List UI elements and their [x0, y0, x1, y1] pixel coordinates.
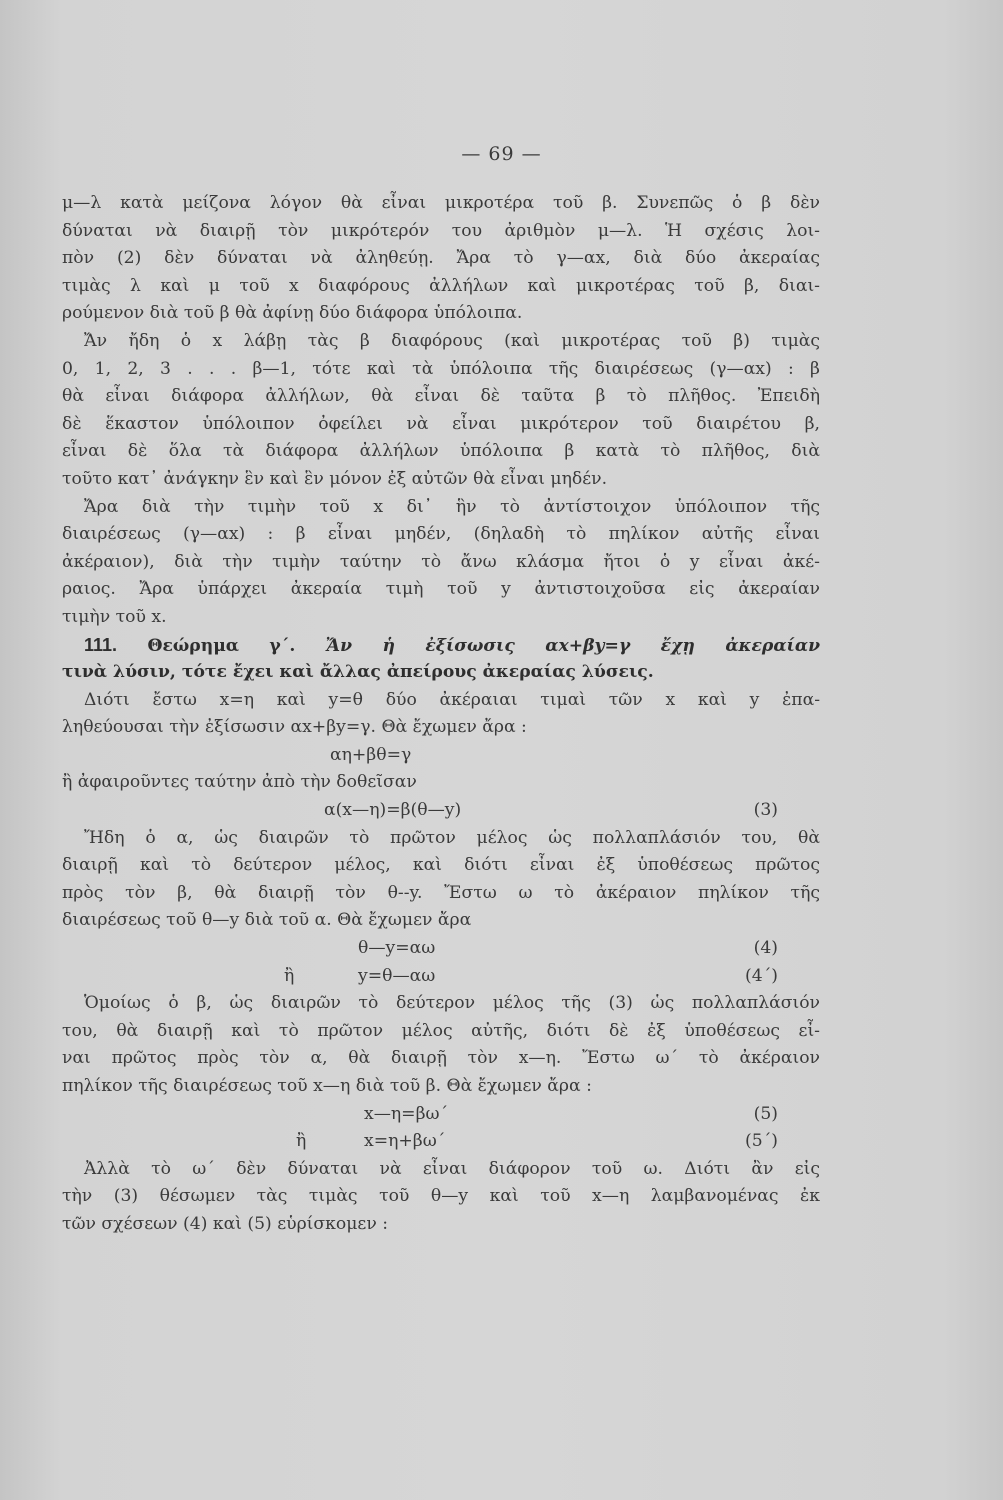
theorem-heading	[62, 632, 820, 660]
equation-number: (5΄)	[745, 1131, 778, 1152]
text-line: δύναται νὰ διαιρῇ τὸν μικρότερόν του ἀριθμὸν μ—λ. Ἡ σχέσις λοι-	[62, 220, 820, 241]
text-line: του, θὰ διαιρῇ καὶ τὸ πρῶτον μέλος αὐτῆς, διότι δὲ ἐξ ὑποθέσεως εἶ-	[62, 1020, 820, 1041]
theorem-statement: Ἄν ἡ ἐξίσωσις αx+βy=γ ἔχῃ ἀκεραίαν	[325, 635, 821, 656]
text-line: δὲ ἕκαστον ὑπόλοιπον ὀφείλει νὰ εἶναι μικρότερον τοῦ διαιρέτου β,	[62, 413, 820, 434]
text-line: τοῦτο κατ᾽ ἀνάγκην ἓν καὶ ἓν μόνον ἐξ αὐτῶν θὰ εἶναι μηδέν.	[62, 468, 608, 489]
text-line: πρὸς τὸν β, θὰ διαιρῇ τὸν θ--y. Ἔστω ω τὸ ἀκέραιον πηλίκον τῆς	[62, 882, 820, 903]
text-line: Ἤδη ὁ α, ὡς διαιρῶν τὸ πρῶτον μέλος ὡς πολλαπλάσιόν του, θὰ	[84, 827, 820, 848]
text-line: Ἄν ἤδη ὁ x λάβῃ τὰς β διαφόρους (καὶ μικροτέρας τοῦ β) τιμὰς	[84, 330, 820, 351]
text-line: Διότι ἔστω x=η καὶ y=θ δύο ἀκέραιαι τιμαὶ τῶν x καὶ y ἐπα-	[84, 689, 820, 710]
equation-lead: ἢ	[284, 965, 295, 986]
text-line: διαιρέσεως (γ—αx) : β εἶναι μηδέν, (δηλαδὴ τὸ πηλίκον αὐτῆς εἶναι	[62, 524, 820, 545]
page-text	[62, 190, 820, 1239]
equation-5-prime	[62, 1128, 820, 1156]
text-line: πηλίκον τῆς διαιρέσεως τοῦ x—η διὰ τοῦ β. Θὰ ἔχωμεν ἄρα :	[62, 1076, 592, 1096]
equation-body: α(x—η)=β(θ—y)	[324, 800, 462, 821]
text-line: Ἀλλὰ τὸ ω΄ δὲν δύναται νὰ εἶναι διάφορον τοῦ ω. Διότι ἂν εἰς	[84, 1158, 820, 1179]
equation-number: (4΄)	[745, 965, 778, 986]
text-line: τῶν σχέσεων (4) καὶ (5) εὑρίσκομεν :	[62, 1213, 389, 1234]
text-line: ληθεύουσαι τὴν ἐξίσωσιν αx+βy=γ. Θὰ ἔχωμεν ἄρα :	[62, 717, 527, 738]
page-number: — 69 —	[461, 143, 542, 165]
equation-5	[62, 1101, 820, 1129]
equation-4	[62, 935, 820, 963]
theorem-number: 111.	[84, 634, 118, 655]
text-line: διαιρέσεως τοῦ θ—y διὰ τοῦ α. Θὰ ἔχωμεν ἄρα	[62, 910, 472, 931]
equation-body: θ—y=αω	[358, 938, 436, 959]
equation	[62, 742, 820, 770]
theorem-title: Θεώρημα γ΄.	[147, 635, 296, 656]
text-line: μ—λ κατὰ μείζονα λόγον θὰ εἶναι μικροτέρα τοῦ β. Συνεπῶς ὁ β δὲν	[62, 193, 820, 213]
text-line: Ὁμοίως ὁ β, ὡς διαιρῶν τὸ δεύτερον μέλος τῆς (3) ὡς πολλαπλάσιόν	[84, 993, 820, 1014]
equation-body: αη+βθ=γ	[330, 744, 412, 765]
equation-number: (4)	[753, 938, 778, 959]
text-line: ραιος. Ἄρα ὑπάρχει ἀκεραία τιμὴ τοῦ y ἀντιστοιχοῦσα εἰς ἀκεραίαν	[62, 579, 820, 600]
text-line: Ἄρα διὰ τὴν τιμὴν τοῦ x δι᾽ ἣν τὸ ἀντίστοιχον ὑπόλοιπον τῆς	[84, 496, 820, 517]
text-line: πὸν (2) δὲν δύναται νὰ ἀληθεύῃ. Ἄρα τὸ γ—αx, διὰ δύο ἀκεραίας	[62, 248, 820, 269]
text-line: ἢ ἀφαιροῦντες ταύτην ἀπὸ τὴν δοθεῖσαν	[62, 772, 417, 793]
theorem-statement-cont: τινὰ λύσιν, τότε ἔχει καὶ ἄλλας ἀπείρους ἀκεραίας λύσεις.	[62, 662, 654, 683]
text-line: ἀκέραιον), διὰ τὴν τιμὴν ταύτην τὸ ἄνω κλάσμα ἤτοι ὁ y εἶναι ἀκέ-	[62, 551, 820, 572]
text-line: τιμὰς λ καὶ μ τοῦ x διαφόρους ἀλλήλων καὶ μικροτέρας τοῦ β, διαι-	[62, 275, 820, 296]
equation-body: x—η=βω΄	[364, 1103, 449, 1124]
equation-number: (5)	[753, 1103, 778, 1124]
text-line: τὴν (3) θέσωμεν τὰς τιμὰς τοῦ θ—y καὶ τοῦ x—η λαμβανομένας ἐκ	[62, 1186, 820, 1207]
equation-number: (3)	[753, 800, 778, 821]
equation-lead: ἢ	[296, 1131, 307, 1152]
text-line: ρούμενον διὰ τοῦ β θὰ ἀφίνῃ δύο διάφορα ὑπόλοιπα.	[62, 303, 523, 324]
equation-3	[62, 797, 820, 825]
text-line: θὰ εἶναι διάφορα ἀλλήλων, θὰ εἶναι δὲ ταῦτα β τὸ πλῆθος. Ἐπειδὴ	[62, 386, 820, 407]
equation-body: y=θ—αω	[358, 965, 436, 986]
equation-body: x=η+βω΄	[364, 1131, 446, 1152]
text-line: 0, 1, 2, 3 . . . β—1, τότε καὶ τὰ ὑπόλοιπα τῆς διαιρέσεως (γ—αx) : β	[62, 358, 820, 379]
text-line: τιμὴν τοῦ x.	[62, 606, 167, 627]
text-line: διαιρῇ καὶ τὸ δεύτερον μέλος, καὶ διότι εἶναι ἐξ ὑποθέσεως πρῶτος	[62, 855, 820, 876]
text-line: εἶναι δὲ ὅλα τὰ διάφορα ἀλλήλων ὑπόλοιπα β κατὰ τὸ πλῆθος, διὰ	[62, 441, 820, 462]
text-line: ναι πρῶτος πρὸς τὸν α, θὰ διαιρῇ τὸν x—η. Ἔστω ω΄ τὸ ἀκέραιον	[62, 1048, 820, 1069]
equation-4-prime	[62, 963, 820, 991]
